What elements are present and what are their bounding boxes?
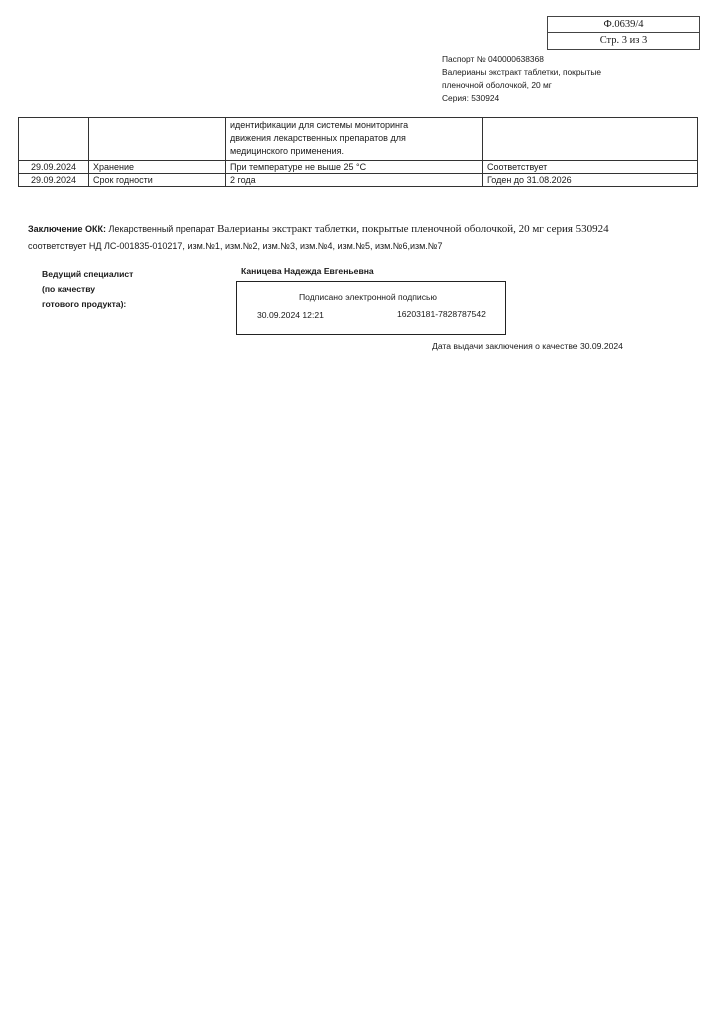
conclusion-label: Заключение ОКК: — [28, 224, 107, 234]
qc-conclusion — [28, 221, 708, 255]
product-name-line2: пленочной оболочкой, 20 мг — [442, 80, 552, 90]
test-result: Годен до 31.08.2026 — [483, 174, 698, 187]
passport-block — [442, 53, 601, 105]
series-number: Серия: 530924 — [442, 93, 500, 103]
test-result: Соответствует — [483, 161, 698, 174]
conclusion-prefix: Лекарственный препарат — [108, 224, 215, 234]
test-date: 29.09.2024 — [19, 174, 89, 187]
test-date: 29.09.2024 — [19, 161, 89, 174]
specialist-name: Каницева Надежда Евгеньевна — [241, 266, 374, 276]
test-requirement: 2 года — [226, 174, 483, 187]
specialist-role-line1: Ведущий специалист (по качеству — [42, 269, 134, 294]
passport-number: Паспорт № 040000638368 — [442, 54, 544, 64]
table-row — [19, 118, 698, 161]
results-table — [18, 117, 698, 187]
conclusion-product: Валерианы экстракт таблетки, покрытые пленочной оболочкой, 20 мг серия 530924 — [217, 223, 609, 235]
product-name-line1: Валерианы экстракт таблетки, покрытые — [442, 67, 602, 77]
form-code-box — [547, 16, 700, 50]
table-cell — [483, 118, 698, 161]
specialist-role — [42, 267, 142, 312]
page-number: Стр. 3 из 3 — [548, 32, 699, 48]
test-name: Срок годности — [89, 174, 226, 187]
table-cell — [19, 118, 89, 161]
table-cell-requirement — [226, 118, 483, 161]
table-row — [19, 174, 698, 187]
table-row — [19, 161, 698, 174]
conclusion-line2: соответствует НД ЛС-001835-010217, изм.№1, изм.№2, изм.№3, изм.№4, изм.№5, изм.№6,изм.№7 — [28, 241, 443, 251]
signature-certificate-number: 16203181-7828787542 — [397, 309, 486, 319]
signature-title: Подписано электронной подписью — [299, 292, 437, 302]
test-name: Хранение — [89, 161, 226, 174]
requirement-line: медицинского применения. — [230, 146, 345, 156]
form-code: Ф.0639/4 — [603, 19, 644, 30]
signature-datetime: 30.09.2024 12:21 — [257, 310, 324, 320]
requirement-line: движения лекарственных препаратов для — [230, 133, 406, 143]
conclusion-line1 — [28, 221, 708, 238]
issue-date: Дата выдачи заключения о качестве 30.09.2024 — [432, 341, 623, 351]
test-requirement: При температуре не выше 25 °С — [226, 161, 483, 174]
table-cell — [89, 118, 226, 161]
requirement-line: идентификации для системы мониторинга — [230, 120, 409, 130]
electronic-signature-stamp — [236, 281, 506, 335]
specialist-role-line2: готового продукта): — [42, 299, 127, 309]
